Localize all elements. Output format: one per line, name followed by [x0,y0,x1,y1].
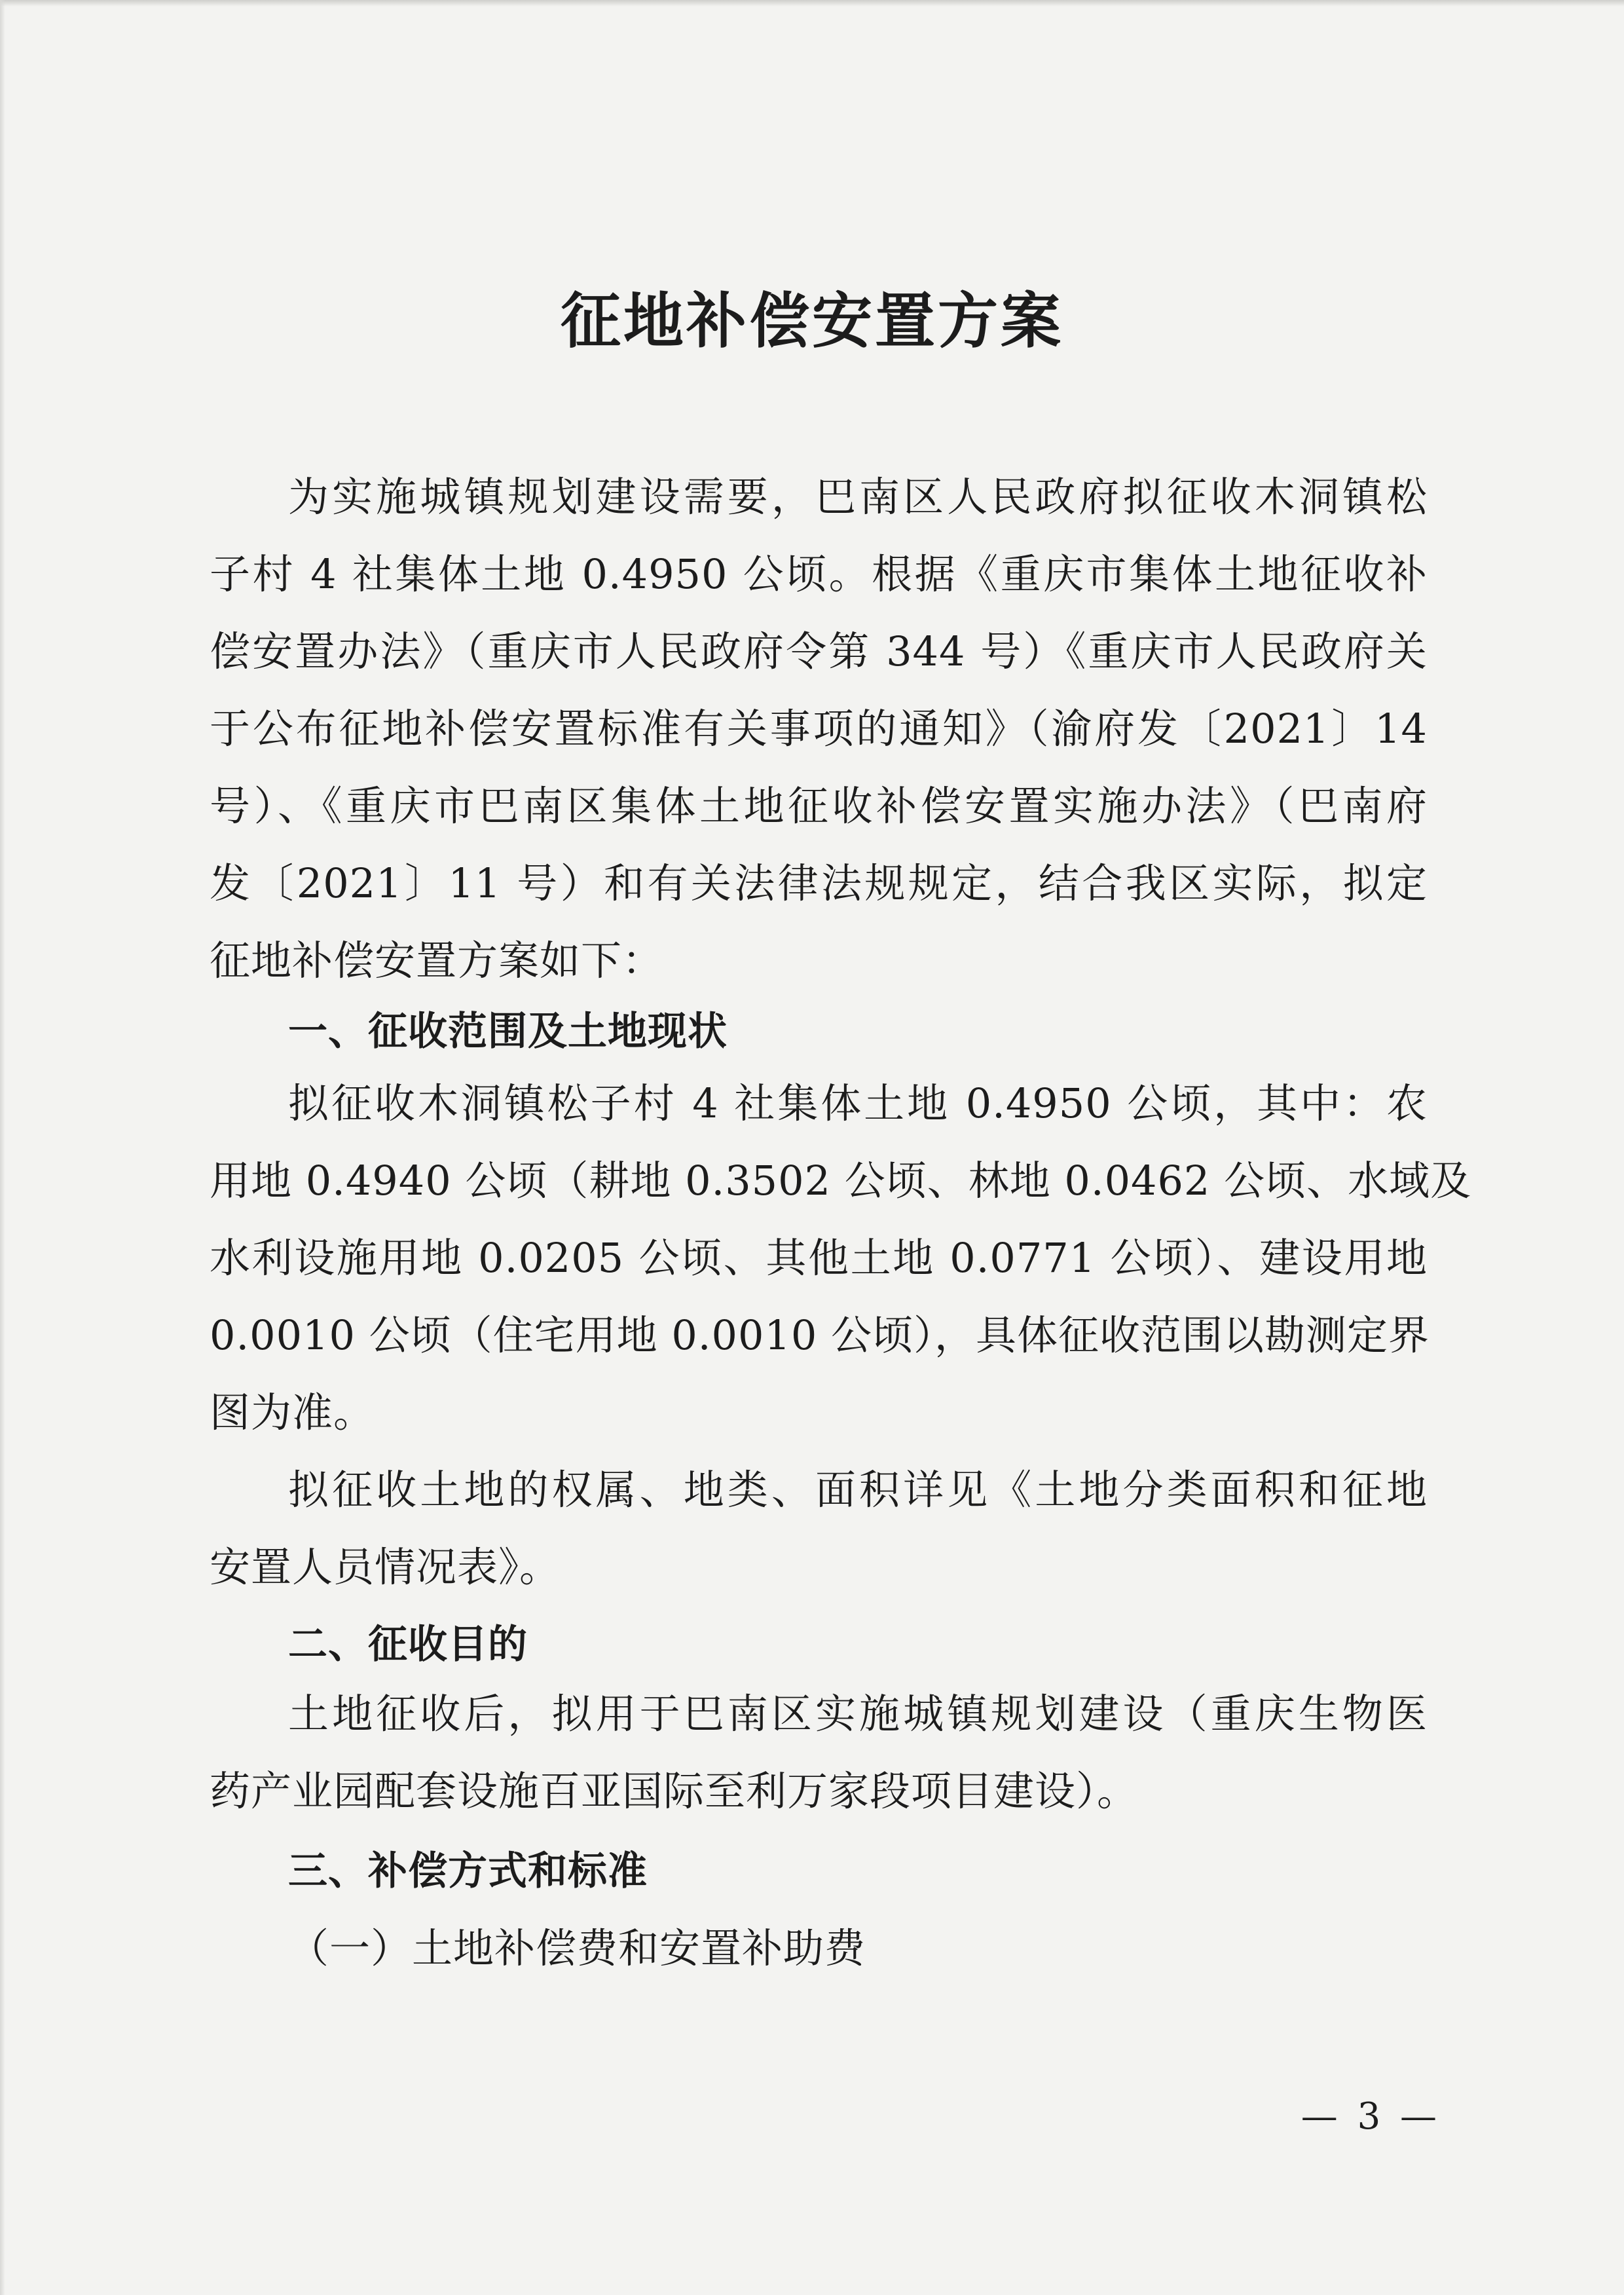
paragraph-line: 发〔2021〕11 号）和有关法律法规规定，结合我区实际，拟定 [210,859,1428,907]
paragraph-line: 用地 0.4940 公顷（耕地 0.3502 公顷、林地 0.0462 公顷、水域及 [210,1157,1472,1204]
paragraph-line: 土地征收后，拟用于巴南区实施城镇规划建设（重庆生物医 [288,1690,1428,1738]
page-number: — 3 — [1301,2095,1441,2138]
paragraph-line: 偿安置办法》（重庆市人民政府令第 344 号）《重庆市人民政府关 [210,627,1428,675]
subsection-heading: （一）土地补偿费和安置补助费 [288,1924,866,1972]
document-title: 征地补偿安置方案 [560,286,1063,356]
paragraph-line: 子村 4 社集体土地 0.4950 公顷。根据《重庆市集体土地征收补 [210,550,1428,598]
section-heading: 三、补偿方式和标准 [288,1848,648,1894]
paragraph-line: 0.0010 公顷（住宅用地 0.0010 公顷），具体征收范围以勘测定界 [210,1311,1430,1359]
paragraph-line: 拟征收木洞镇松子村 4 社集体土地 0.4950 公顷，其中：农 [288,1079,1428,1127]
paragraph-line: 药产业园配套设施百亚国际至利万家段项目建设）。 [210,1767,1139,1815]
scan-edge-top [0,0,1624,7]
section-heading: 一、征收范围及土地现状 [288,1009,728,1054]
paragraph-line: 水利设施用地 0.0205 公顷、其他土地 0.0771 公顷）、建设用地 [210,1234,1428,1282]
paragraph-line: 征地补偿安置方案如下： [210,937,664,984]
paragraph-line: 于公布征地补偿安置标准有关事项的通知》（渝府发〔2021〕14 [210,705,1428,753]
paragraph-line: 拟征收土地的权属、地类、面积详见《土地分类面积和征地 [288,1466,1428,1514]
paragraph-line: 为实施城镇规划建设需要，巴南区人民政府拟征收木洞镇松 [288,473,1428,521]
paragraph-line: 号）、《重庆市巴南区集体土地征收补偿安置实施办法》（巴南府 [210,782,1428,830]
paragraph-line: 图为准。 [210,1389,375,1436]
section-heading: 二、征收目的 [288,1622,528,1668]
paragraph-line: 安置人员情况表》。 [210,1543,561,1591]
